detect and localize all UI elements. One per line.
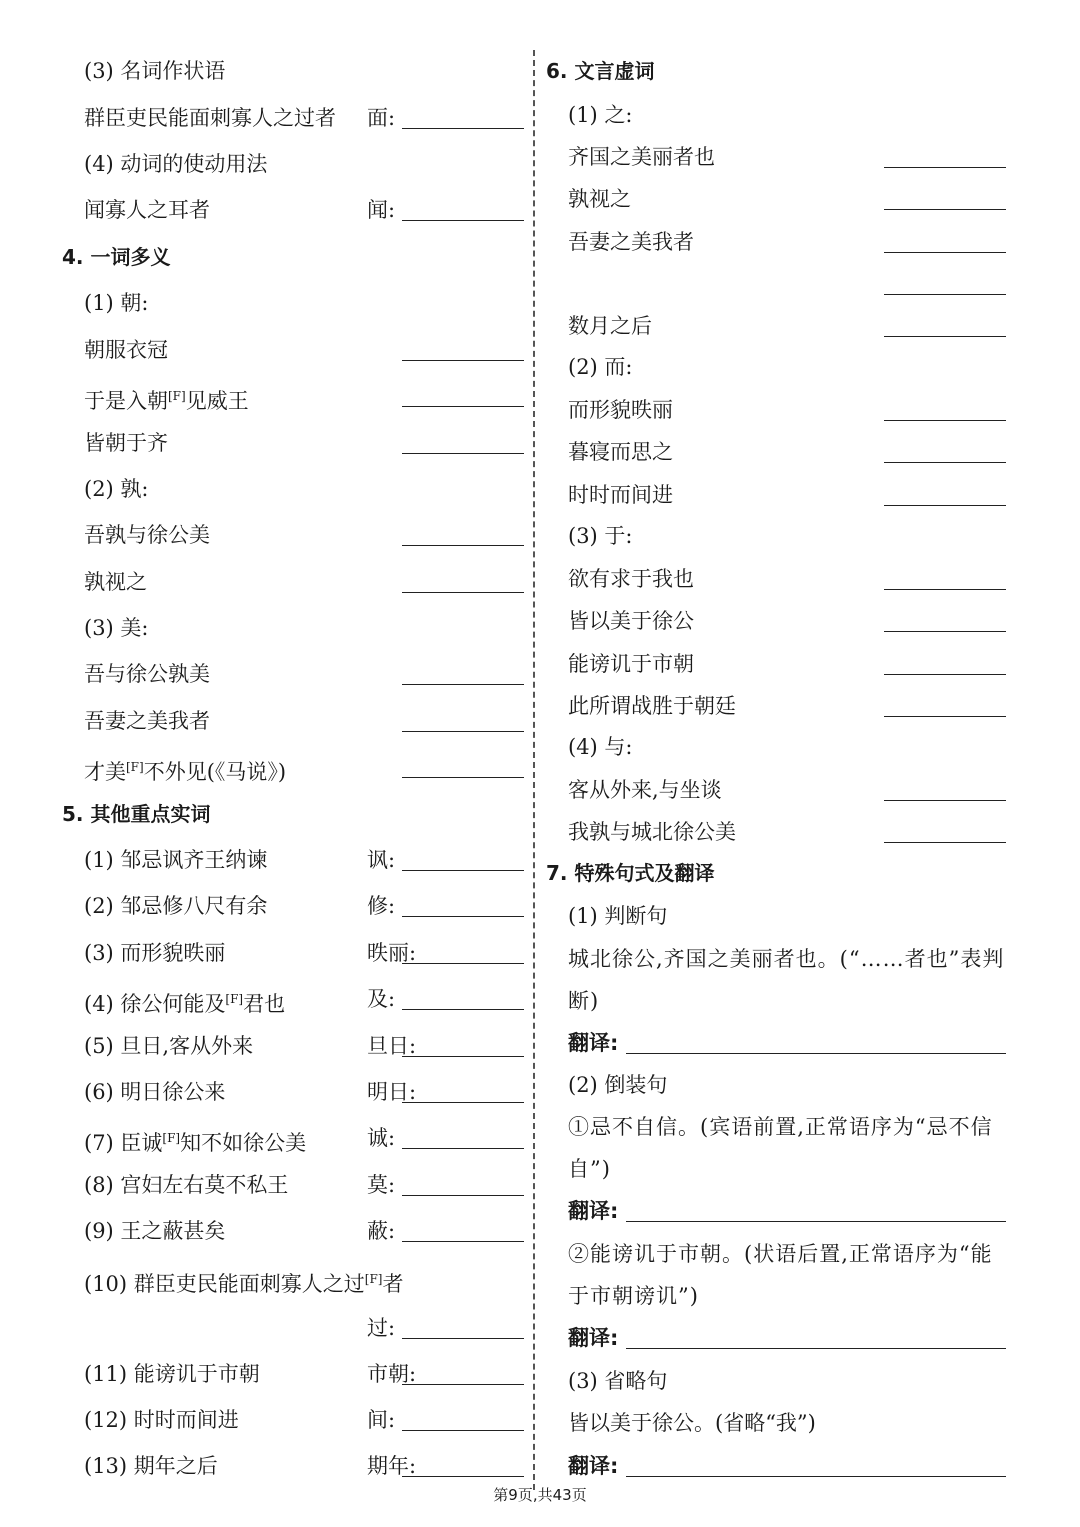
item-text: 齐国之美丽者也 xyxy=(568,145,715,169)
subheading: (4) 动词的使动用法 xyxy=(84,152,268,176)
exercise-item xyxy=(84,1216,524,1246)
subheading: (3) 名词作状语 xyxy=(84,59,226,83)
answer-blank[interactable] xyxy=(402,220,524,221)
answer-blank[interactable] xyxy=(884,800,1006,801)
page-footer: 第9页,共43页 xyxy=(493,1486,587,1504)
answer-blank[interactable] xyxy=(402,406,524,407)
section-heading: 5. 其他重点实词 xyxy=(62,802,211,826)
answer-blank[interactable] xyxy=(884,589,1006,590)
item-text-tail: 知不如徐公美 xyxy=(180,1131,307,1156)
answer-label: 面: xyxy=(367,106,396,130)
item-text: 吾与徐公孰美 xyxy=(84,662,210,686)
item-text: 客从外来,与坐谈 xyxy=(568,778,722,802)
translation-blank[interactable] xyxy=(626,1476,1006,1477)
answer-blank[interactable] xyxy=(884,631,1006,632)
item-text: 而形貌昳丽 xyxy=(568,398,673,422)
answer-blank[interactable] xyxy=(884,462,1006,463)
exercise-item xyxy=(568,606,1006,636)
subheading: (3) 美: xyxy=(84,616,149,640)
item-text: 时时而间进 xyxy=(568,482,673,507)
answer-blank[interactable] xyxy=(884,674,1006,675)
answer-blank[interactable] xyxy=(402,1384,524,1385)
answer-label: 莫: xyxy=(367,1172,396,1197)
item-text: (13) 期年之后 xyxy=(84,1454,218,1478)
item-text-tail: 不外见(《马说》) xyxy=(143,760,287,784)
answer-blank[interactable] xyxy=(402,1430,524,1431)
answer-label: 蔽: xyxy=(367,1219,396,1244)
exercise-item xyxy=(568,817,1006,847)
item-text: 此所谓战胜于朝廷 xyxy=(568,693,736,718)
item-text: 吾妻之美我者 xyxy=(568,229,694,254)
answer-blank[interactable] xyxy=(402,916,524,917)
answer-label: 诚: xyxy=(367,1126,396,1151)
answer-blank[interactable] xyxy=(402,128,524,129)
translation-row xyxy=(568,1323,1006,1353)
item-text: 吾妻之美我者 xyxy=(84,709,210,733)
exercise-item xyxy=(84,1077,524,1107)
answer-blank[interactable] xyxy=(402,1009,524,1010)
answer-blank[interactable] xyxy=(884,336,1006,337)
exercise-item xyxy=(84,1123,524,1156)
exercise-item xyxy=(84,103,524,133)
item-text: 于是入朝 xyxy=(84,389,168,413)
answer-blank[interactable] xyxy=(402,1476,524,1477)
answer-label: 及: xyxy=(367,987,396,1012)
answer-blank[interactable] xyxy=(402,731,524,732)
answer-blank[interactable] xyxy=(402,963,524,964)
footnote-mark: [F] xyxy=(364,1272,383,1286)
exercise-item xyxy=(568,649,1006,679)
translate-label: 翻译: xyxy=(568,1031,619,1055)
item-text: 暮寝而思之 xyxy=(568,440,673,465)
item-text: (4) 徐公何能及 xyxy=(84,992,226,1017)
exercise-item xyxy=(84,428,524,458)
answer-blank[interactable] xyxy=(884,842,1006,843)
answer-label: 间: xyxy=(367,1408,396,1432)
exercise-item xyxy=(84,1451,524,1481)
item-text: 我孰与城北徐公美 xyxy=(568,820,736,845)
answer-blank[interactable] xyxy=(884,167,1006,168)
exercise-item xyxy=(84,1405,524,1435)
exercise-item xyxy=(84,752,524,782)
answer-blank[interactable] xyxy=(884,420,1006,421)
exercise-item xyxy=(568,311,1006,341)
answer-label: 期年: xyxy=(367,1454,417,1478)
subheading: (2) 孰: xyxy=(84,477,149,501)
item-text: 群臣吏民能面刺寡人之过者 xyxy=(84,106,336,130)
answer-label: 旦日: xyxy=(367,1033,417,1058)
item-text: (1) 邹忌讽齐王纳谏 xyxy=(84,848,268,872)
exercise-item xyxy=(84,659,524,689)
exercise-item xyxy=(84,1170,524,1200)
subheading: (4) 与: xyxy=(568,735,633,759)
exercise-item xyxy=(568,142,1006,172)
answer-blank[interactable] xyxy=(884,505,1006,506)
item-text: 能谤讥于市朝 xyxy=(568,651,694,676)
item-text: (12) 时时而间进 xyxy=(84,1408,239,1432)
item-text-tail: 见威王 xyxy=(185,389,249,413)
answer-blank[interactable] xyxy=(402,1195,524,1196)
sentence-text: 城北徐公,齐国之美丽者也。(“……者也”表判断) xyxy=(568,947,1005,1013)
item-text: (5) 旦日,客从外来 xyxy=(84,1033,254,1058)
answer-label: 讽: xyxy=(367,848,396,872)
answer-blank[interactable] xyxy=(884,252,1006,253)
item-text: 闻寡人之耳者 xyxy=(84,198,210,222)
item-text: (3) 而形貌昳丽 xyxy=(84,940,226,965)
exercise-item xyxy=(568,691,1006,721)
footnote-mark: [F] xyxy=(162,1131,181,1146)
answer-blank[interactable] xyxy=(884,294,1006,295)
exercise-item xyxy=(568,564,1006,594)
exercise-item xyxy=(568,775,1006,805)
exercise-item xyxy=(84,195,524,225)
exercise-item xyxy=(84,1031,524,1061)
item-text: 才美 xyxy=(84,760,126,784)
answer-blank[interactable] xyxy=(402,1241,524,1242)
answer-blank[interactable] xyxy=(884,209,1006,210)
answer-label: 明日: xyxy=(367,1080,417,1104)
item-text: 朝服衣冠 xyxy=(84,338,168,362)
column-divider xyxy=(533,50,535,1490)
item-text: 孰视之 xyxy=(568,187,631,212)
subheading: (1) 之: xyxy=(568,103,633,127)
translation-row xyxy=(568,1451,1006,1481)
translate-label: 翻译: xyxy=(568,1454,619,1478)
answer-blank[interactable] xyxy=(402,870,524,871)
footnote-mark: [F] xyxy=(225,992,244,1007)
item-text: (9) 王之蔽甚矣 xyxy=(84,1219,226,1244)
answer-blank[interactable] xyxy=(402,360,524,361)
item-text: 吾孰与徐公美 xyxy=(84,523,210,547)
exercise-item xyxy=(568,437,1006,467)
subheading: (3) 于: xyxy=(568,524,633,548)
exercise-item xyxy=(84,706,524,736)
exercise-item xyxy=(84,1264,524,1294)
answer-blank[interactable] xyxy=(402,1338,524,1339)
answer-blank[interactable] xyxy=(402,453,524,454)
item-text: 皆以美于徐公 xyxy=(568,609,694,634)
exercise-item xyxy=(568,227,1006,257)
exercise-item xyxy=(568,480,1006,510)
exercise-item xyxy=(84,845,524,875)
subheading: (1) 朝: xyxy=(84,291,149,315)
sentence-text: 皆以美于徐公。(省略“我”) xyxy=(568,1411,816,1435)
footnote-mark: [F] xyxy=(126,760,144,774)
section-heading: 4. 一词多义 xyxy=(62,245,171,269)
exercise-item xyxy=(84,567,524,597)
exercise-item xyxy=(568,184,1006,214)
answer-blank[interactable] xyxy=(402,684,524,685)
footnote-mark: [F] xyxy=(168,389,186,403)
answer-blank[interactable] xyxy=(402,777,524,778)
answer-blank[interactable] xyxy=(402,1056,524,1057)
answer-blank[interactable] xyxy=(402,592,524,593)
exercise-item xyxy=(84,335,524,365)
translate-label: 翻译: xyxy=(568,1199,619,1223)
answer-blank[interactable] xyxy=(402,1148,524,1149)
translation-row xyxy=(568,1196,1006,1226)
translation-blank[interactable] xyxy=(626,1053,1006,1054)
sentence-text: ②能谤讥于市朝。(状语后置,正常语序为“能于市朝谤讥”) xyxy=(568,1242,993,1308)
answer-blank[interactable] xyxy=(402,1102,524,1103)
translation-row xyxy=(568,1028,1006,1058)
answer-blank[interactable] xyxy=(884,716,1006,717)
sentence-text: ①忌不自信。(宾语前置,正常语序为“忌不信自”) xyxy=(568,1115,993,1181)
exercise-item xyxy=(84,1313,524,1343)
answer-label: 过: xyxy=(367,1316,396,1340)
item-text: (6) 明日徐公来 xyxy=(84,1080,226,1104)
answer-label: 昳丽: xyxy=(367,940,417,965)
section-heading: 7. 特殊句式及翻译 xyxy=(546,861,715,885)
item-text: (8) 宫妇左右莫不私王 xyxy=(84,1172,289,1197)
item-text: (10) 群臣吏民能面刺寡人之过 xyxy=(84,1272,365,1296)
section-heading: 6. 文言虚词 xyxy=(546,59,655,83)
exercise-item xyxy=(84,938,524,968)
item-text-tail: 者 xyxy=(382,1272,404,1296)
item-text: (2) 邹忌修八尺有余 xyxy=(84,894,268,919)
subheading: (3) 省略句 xyxy=(568,1369,668,1393)
subheading: (1) 判断句 xyxy=(568,904,668,928)
exercise-item xyxy=(84,381,524,411)
answer-blank[interactable] xyxy=(402,545,524,546)
exercise-item xyxy=(568,395,1006,425)
exercise-item xyxy=(84,984,524,1017)
item-text-tail: 君也 xyxy=(243,992,286,1017)
item-text: (7) 臣诚 xyxy=(84,1131,163,1156)
exercise-item xyxy=(568,269,1006,299)
answer-label: 闻: xyxy=(367,198,396,222)
exercise-item xyxy=(84,891,524,921)
item-text: 孰视之 xyxy=(84,570,147,594)
answer-label: 市朝: xyxy=(367,1362,417,1386)
answer-label: 修: xyxy=(367,894,396,919)
item-text: 皆朝于齐 xyxy=(84,431,168,455)
item-text: 数月之后 xyxy=(568,314,652,339)
exercise-item xyxy=(84,520,524,550)
item-text: 欲有求于我也 xyxy=(568,567,694,591)
translate-label: 翻译: xyxy=(568,1326,619,1350)
exercise-item xyxy=(84,1359,524,1389)
translation-blank[interactable] xyxy=(626,1221,1006,1222)
subheading: (2) 而: xyxy=(568,355,633,379)
subheading: (2) 倒装句 xyxy=(568,1073,668,1097)
item-text: (11) 能谤讥于市朝 xyxy=(84,1362,260,1386)
translation-blank[interactable] xyxy=(626,1348,1006,1349)
